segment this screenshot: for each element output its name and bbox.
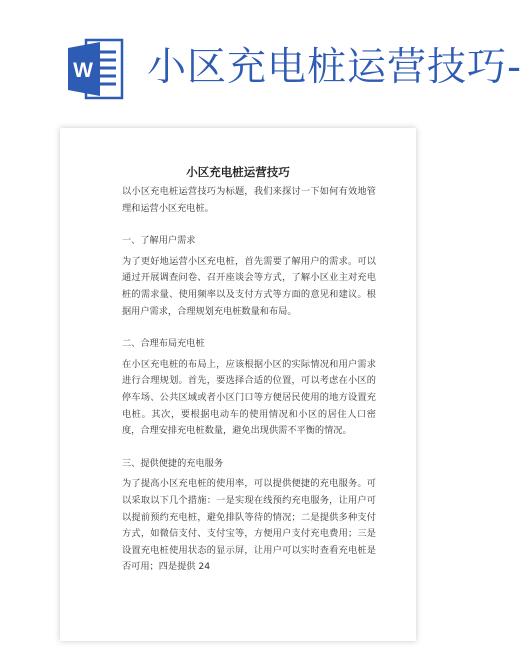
section-paragraph: 为了更好地运营小区充电桩，首先需要了解用户的需求。可以通过开展调查问卷、召开座谈会等方式，了解小区业主对充电桩的需求量、使用频率以及支付方式等方面的意见和建议。根据用户需求，合理规划充电桩数量和布局。 [122,255,376,317]
word-doc-icon [68,38,124,100]
section-paragraph: 在小区充电桩的布局上，应该根据小区的实际情况和用户需求进行合理规划。首先，要选择合适的位置，可以考虑在小区的停车场、公共区域或者小区门口等方便居民使用的地方设置充电桩。其次，要根据电动车的使用情况和小区的居住人口密度，合理安排充电桩数量，避免出现供需不平衡的情况。 [122,358,376,437]
document-banner [0,0,522,110]
intro-paragraph: 以小区充电桩运营技巧为标题，我们来探讨一下如何有效地管理和运营小区充电桩。 [122,186,376,214]
document-body [122,184,376,576]
section-heading: 二、合理布局充电桩 [122,338,205,350]
document-title: 小区充电桩运营技巧 [186,165,290,179]
banner-title: 小区充电桩运营技巧- [147,45,522,90]
section-paragraph: 为了提高小区充电桩的使用率，可以提供便捷的充电服务。可以采取以下几个措施：一是实现在线预约充电服务，让用户可以提前预约充电桩，避免排队等待的情况；二是提供多种支付方式，如微信支付、支付宝等，方便用户支付充电费用；三是设置充电桩使用状态的显示屏，让用户可以实时查看充电桩是否可用；四是提供 24 [122,478,376,573]
section-heading: 一、了解用户需求 [122,235,196,247]
word-logo-letter: W [73,59,93,82]
section-heading: 三、提供便捷的充电服务 [122,457,224,469]
document-page [60,128,416,641]
